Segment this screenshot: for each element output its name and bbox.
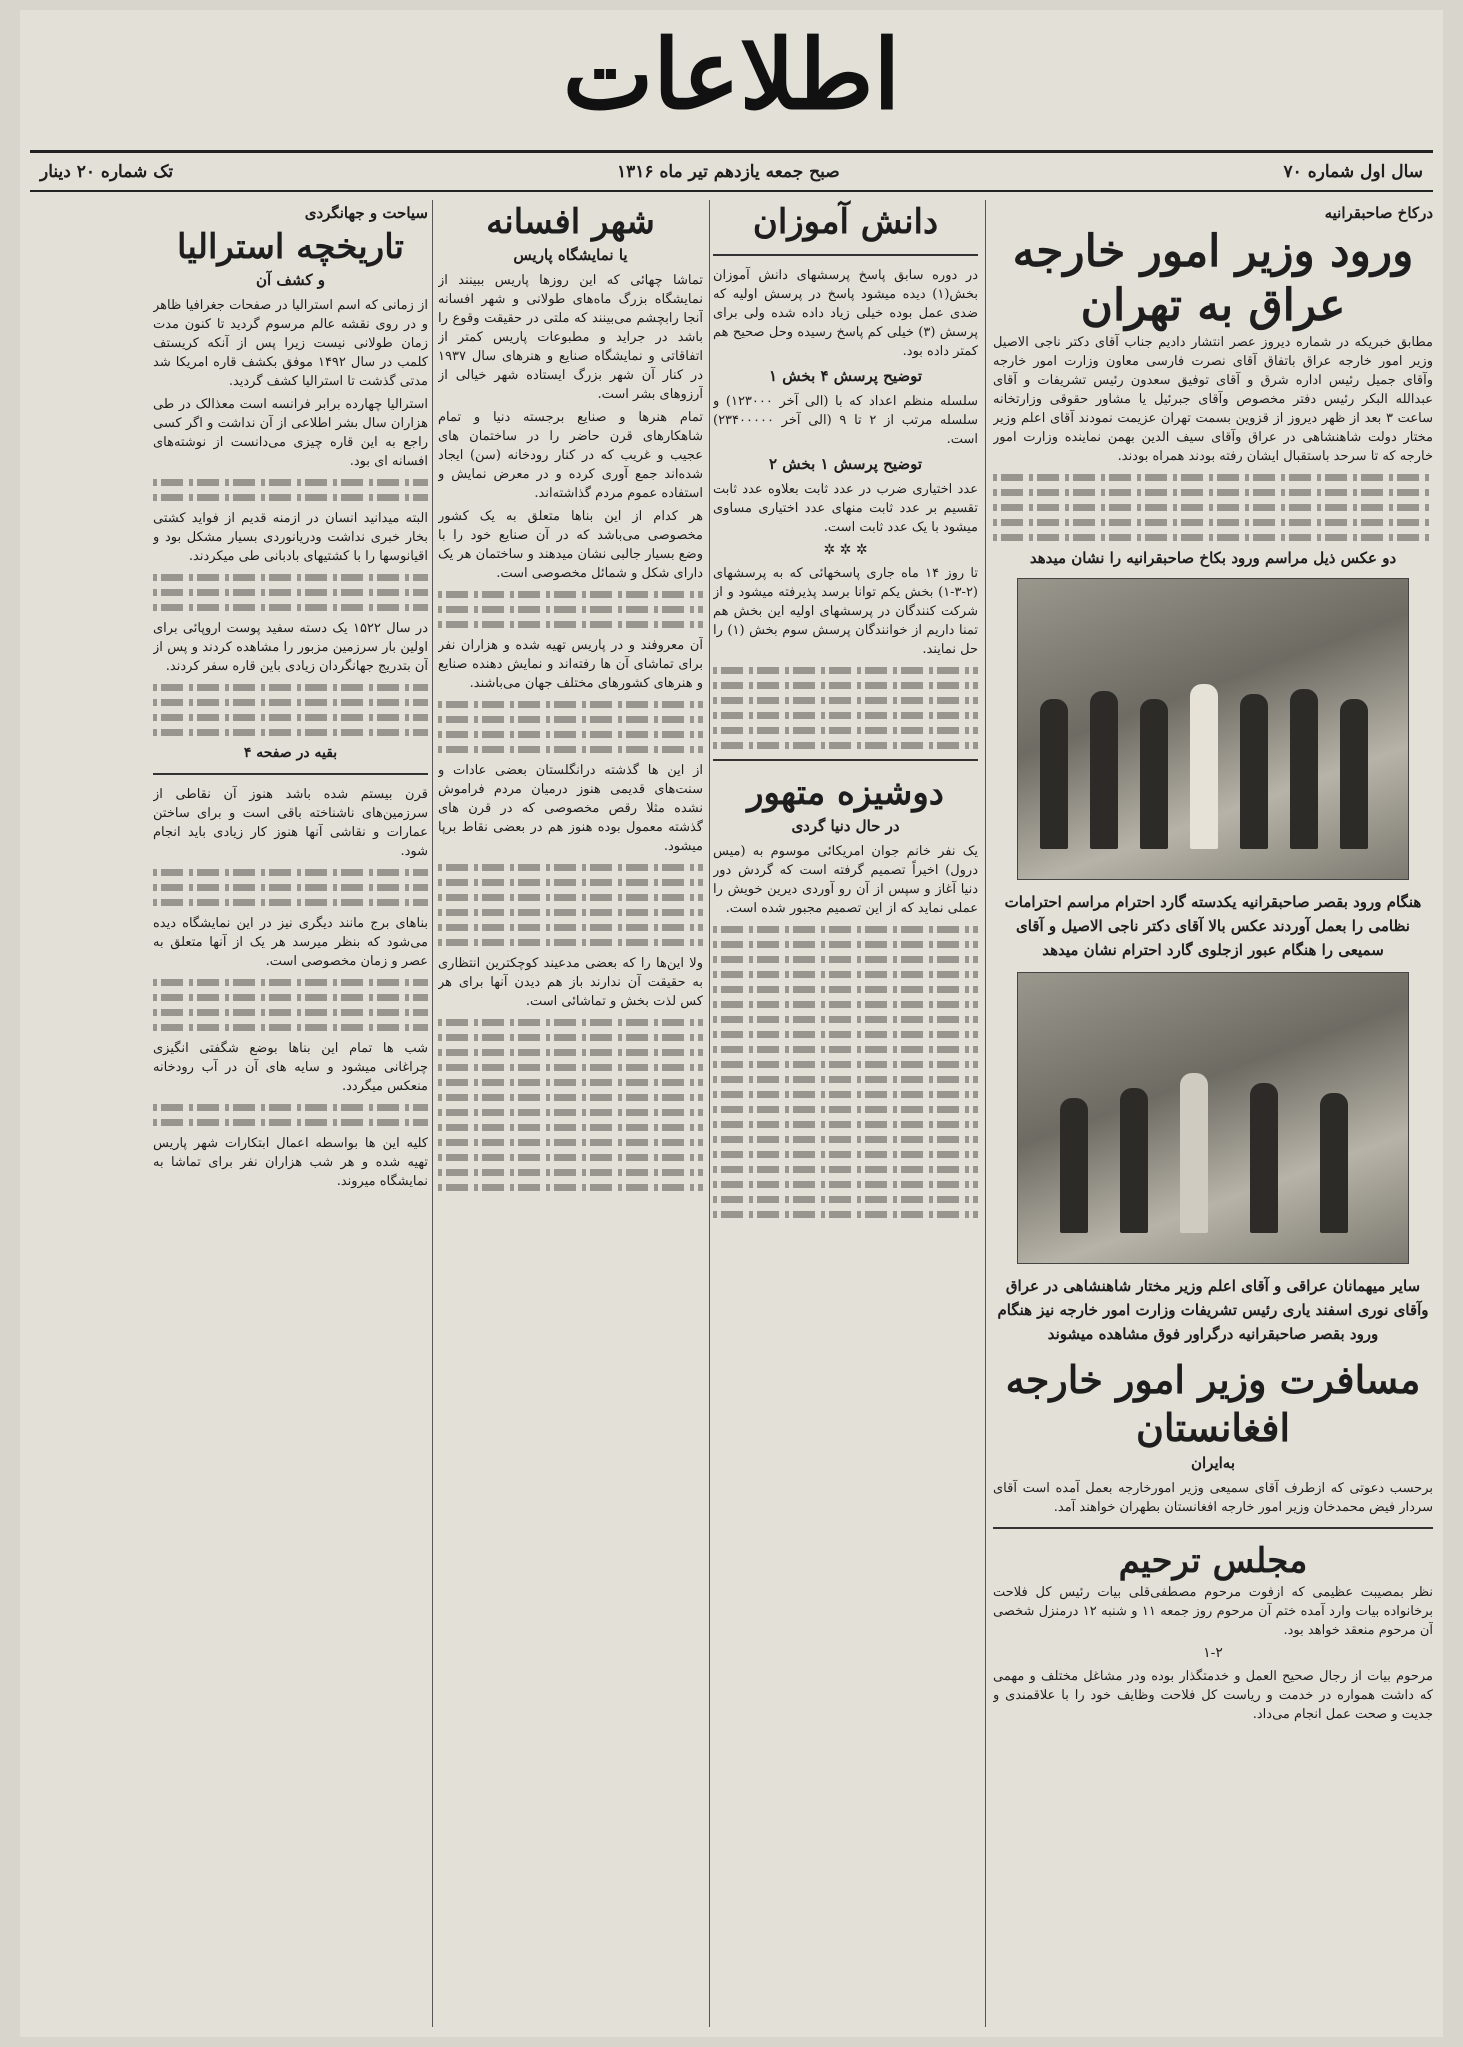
article-body: در سال ۱۵۲۲ یک دسته سفید پوست اروپائی برای اولین بار سرزمین مزبور را مشاهده کردند و پس از آن بتدریج جهانگردان زیادی باین قاره سفر کردند. — [153, 621, 428, 674]
article-body: نظر بمصیبت عظیمی که ازفوت مرحوم مصطفی‌قلی بیات رئیس کل فلاحت برخانواده بیات وارد آمده ختم آن مرحوم روز جمعه ۱۱ و شنبه ۱۲ درمنزل شخصی آن مرحوم منعقد خواهد بود. — [993, 1585, 1433, 1638]
columns-area — [30, 200, 1433, 2027]
lead-headline: ورود وزیر امور خارجه عراق به تهران — [1012, 226, 1414, 331]
column-australia — [153, 200, 428, 2027]
headline-afghan-visit: مسافرت وزیر امور خارجه افغانستان — [1005, 1357, 1421, 1450]
subheadline: به‌ایران — [1190, 1454, 1236, 1472]
issue-date: صبح جمعه یازدهم تیر ماه ۱۳۱۶ — [617, 161, 840, 182]
subheadline: توضیح پرسش ۱ بخش ۲ — [768, 455, 923, 473]
photo-heading: دو عکس ذیل مراسم ورود بکاخ صاحبقرانیه را نشان میدهد — [1029, 549, 1397, 567]
issue-number: سال اول شماره ۷۰ — [1283, 161, 1423, 182]
headline-legend-city: شهر افسانه — [486, 202, 655, 242]
kicker: سیاحت و جهانگردی — [304, 204, 428, 222]
article-body: یک نفر خانم جوان امریکائی موسوم به (میس درول) اخیراً تصمیم گرفته است که گردش دور دنیا آغاز و سپس از آن رو آوردی دیرین خویش را عملی نماید که از این تصمیم مجبور شده است. — [713, 844, 978, 916]
article-body: قرن بیستم شده باشد هنوز آن نقاطی از سرزمین‌های ناشناخته باقی است و برای ساختن عمارات و نقاشی آنها هنوز کار زیادی باید انجام شود. — [153, 787, 428, 859]
headline-brave-girl: دوشیزه متهور — [747, 773, 944, 813]
article-body: از این ها گذشته درانگلستان بعضی عادات و سنت‌های قدیمی هنوز درمیان مردم فراموش نشده مثلا رقص مخصوصی که در قرن های گذشته معمول بوده هنوز هم در بعضی نقاط برپا میشود. — [438, 763, 703, 854]
article-body: عدد اختیاری ضرب در عدد ثابت بعلاوه عدد ثابت تقسیم بر عدد ثابت منهای عدد اختیاری مساوی میشود با یک عدد ثابت است. — [713, 482, 978, 535]
photo-caption: سایر میهمانان عراقی و آقای اعلم وزیر مختار شاهنشاهی در عراق وآقای نوری اسفند یاری رئیس تشریفات وزارت امور خارجه نیز هنگام ورود بقصر صاحبقرانیه درگراور فوق مشاهده میشوند — [997, 1277, 1429, 1343]
article-body: استرالیا چهارده برابر فرانسه است معذالک در طی هزاران سال بشر اطلاعی از آن نداشت و اگر کسی راجع به این قاره چیزی می‌دانست از نوشته‌های افسانه ای بود. — [153, 397, 428, 469]
article-body: در دوره سابق پاسخ پرسشهای دانش آموزان بخش(۱) دیده میشود پاسخ در پرسش اولیه که ضدی عمل بوده خیلی زیاد داده شده ولی برای پرسش (۳) خیلی کم پاسخ رسیده وحل صحیح هم کمتر داده بود. — [713, 268, 978, 359]
article-body: البته میدانید انسان در ازمنه قدیم از فواید کشتی بخار خبری نداشت ودریانوردی بسیار مشکل بود و اقیانوسها را با کشتیهای بادبانی طی میکردند. — [153, 511, 428, 564]
dateline-bar — [30, 150, 1433, 192]
ad-number: ۱-۲ — [1203, 1645, 1223, 1661]
photo-caption: هنگام ورود بقصر صاحبقرانیه یکدسته گارد احترام مراسم احترامات نظامی را بعمل آوردند عکس بالا آقای دکتر ناجی الاصیل و آقای سمیعی را هنگام عبور ازجلوی گارد احترام نشان میدهد — [1004, 893, 1422, 959]
issue-price: تک شماره ۲۰ دینار — [40, 161, 174, 182]
article-body: هر کدام از این بناها متعلق به یک کشور مخصوصی می‌باشد که در آن صنایع خود را با وضع بسیار جالبی نشان میدهند و ساختمان هر یک دارای شکل و شمائل مخصوصی است. — [438, 509, 703, 581]
article-body: کلیه این ها بواسطه اعمال ابتکارات شهر پاریس تهیه شده و هر شب هزاران نفر برای تماشا به نمایشگاه میروند. — [153, 1136, 428, 1189]
kicker: درکاخ صاحبقرانیه — [1324, 204, 1433, 222]
newspaper-page — [20, 10, 1443, 2037]
masthead — [20, 10, 1443, 140]
article-body: از زمانی که اسم استرالیا در صفحات جغرافیا ظاهر و در روی نقشه عالم مرسوم گردید تا کنون مدت زمان طولانی نیست زیرا پس از آنکه کریستف کلمب در سال ۱۴۹۲ موفق بکشف قاره امریکا شد مدتی گذشت تا استرالیا کشف گردید. — [153, 298, 428, 389]
subheadline: و کشف آن — [256, 271, 325, 289]
article-body: سلسله منظم اعداد که با (الی آخر ۱۲۳۰۰۰) و سلسله مرتب از ۲ تا ۹ (الی آخر ۲۳۴۰۰۰۰۰) است. — [713, 394, 978, 447]
article-body: بناهای برج مانند دیگری نیز در این نمایشگاه دیده می‌شود که بنظر میرسد هر یک از آنها متعلق به عصر و زمان مخصوصی است. — [153, 916, 428, 969]
photo-guests — [1017, 972, 1409, 1264]
article-body: برحسب دعوتی که ازطرف آقای سمیعی وزیر امورخارجه بعمل آمده است آقای سردار فیض محمدخان وزیر امور خارجه افغانستان بطهران خواهند آمد. — [993, 1481, 1433, 1515]
subheadline: در حال دنیا گردی — [791, 817, 900, 835]
headline-australia: تاریخچه استرالیا — [176, 227, 405, 267]
article-body: تماشا چهائی که این روزها پاریس ببینند از نمایشگاه بزرگ ماه‌های طولانی و شهر افسانه آنجا رابچشم می‌بینند که ملتی در حقیقت وقوع را باشد در جراید و مطبوعات پاریس کمتر از اتفاقاتی و نمایشگاه صنایع و هنرهای سال ۱۹۳۷ در کنار آن شهر بزرگ ایستاده شهر خیالی از آرزوهای بشر است. — [438, 273, 703, 402]
article-body: ولا این‌ها را که بعضی مدعیند کوچکترین انتظاری به حقیقت آن ندارند باز هم دیدن آنها برای هر کس لذت بخش و تماشائی است. — [438, 956, 703, 1009]
subheadline: توضیح پرسش ۴ بخش ۱ — [768, 367, 923, 385]
column-students: دانش آموزان در دوره سابق پاسخ پرسشهای دانش آموزان بخش(۱) دیده میشود پاسخ در پرسش اولیه که ضدی عمل بوده خیلی زیاد داده شده ولی برای پرسش (۳) خیلی کم پاسخ رسیده وحل صحیح هم کمتر داده بود. توضیح پرسش ۴ بخش ۱ سلسله منظم اعداد که با (الی آخر ۱۲۳۰۰۰) و سلسله مرتب از ۲ تا ۹ (الی آخر ۲۳۴۰۰۰۰۰) است. توضیح پرسش ۱ بخش ۲ عدد اختیاری ضرب در عدد ثابت بعلاوه عدد ثابت تقسیم بر عدد ثابت منهای عدد اختیاری مساوی میشود با یک عدد ثابت است. ✲ ✲ ✲ تا روز ۱۴ ماه جاری پاسخهائی که به پرسشهای (۲-۳-۱) بخش یکم توانا برسد پذیرفته میشود و از شرکت کنندگان در پرسشهای اولیه این بخش هم تمنا داریم از خوانندگان پرسش سوم بخش (۱) را حل نمایند. دوشیزه متهور در حال دنیا گردی یک نفر خانم جوان امریکائی موسوم به (میس درول) اخیراً تصمیم گرفته است که گردش دور دنیا آغاز و سپس از آن رو آوردی دیرین خویش را عملی نماید که از این تصمیم مجبور شده است. — [713, 200, 978, 2027]
article-body: آن معروفند و در پاریس تهیه شده و هزاران نفر برای تماشای آن ها رفته‌اند و نمایش دهنده صنایع و هنرهای کشورهای مختلف جهان می‌باشند. — [438, 638, 703, 691]
headline-students: دانش آموزان — [752, 202, 939, 242]
continued-note: بقیه در صفحه ۴ — [243, 745, 338, 761]
article-body: تا روز ۱۴ ماه جاری پاسخهائی که به پرسشهای (۲-۳-۱) بخش یکم توانا برسد پذیرفته میشود و از شرکت کنندگان در پرسشهای اولیه این بخش هم تمنا داریم از خوانندگان پرسش سوم بخش (۱) را حل نمایند. — [713, 566, 978, 657]
article-body: مطابق خبریکه در شماره دیروز عصر انتشار دادیم جناب آقای دکتر ناجی الاصیل وزیر امور خارجه عراق باتفاق آقای نصرت فارسی معاون وزارت امور خارجه وآقای جمیل رئیس اداره شرق و آقای توفیق سعدون رئیس تشریفات و آقای عبدالله البکر رئیس دفتر مخصوص وآقای جبرئیل یا مشاور حقوقی وزارتخانه ساعت ۳ بعد از ظهر دیروز از قزوین بسمت تهران عزیمت نمودند آقای اعلم وزیر مختار دولت شاهنشاهی در عراق وآقای سیف الدین بهمن نماینده وزارت امور خارجه که تا سرحد باستقبال ایشان رفته بودند همراه بودند. — [993, 335, 1433, 464]
subheadline: یا نمایشگاه پاریس — [513, 246, 628, 264]
photo-guard-of-honor — [1017, 578, 1409, 880]
column-main — [993, 200, 1433, 2027]
headline-memorial: مجلس ترحیم — [1118, 1541, 1308, 1581]
column-paris — [438, 200, 703, 2027]
article-body: شب ها تمام این بناها بوضع شگفتی انگیزی چراغانی میشود و سایه های آن در آب رودخانه منعکس میگردد. — [153, 1041, 428, 1094]
article-body: تمام هنرها و صنایع برجسته دنیا و تمام شاهکارهای قرن حاضر را در ساختمان های عجیب و غریب که در کنار رودخانه (سن) ایجاد شده‌اند جمع آوری کرده و در معرض نمایش و استفاده عموم مردم گذاشته‌اند. — [438, 410, 703, 501]
article-body: مرحوم بیات از رجال صحیح العمل و خدمتگذار بوده ودر مشاغل مختلف و مهمی که داشت همواره در خدمت و ریاست کل فلاحت وظایف خود را با علاقمندی و جدیت و صحت عمل انجام می‌داد. — [993, 1669, 1433, 1722]
newspaper-title: اطلاعات — [562, 18, 901, 131]
